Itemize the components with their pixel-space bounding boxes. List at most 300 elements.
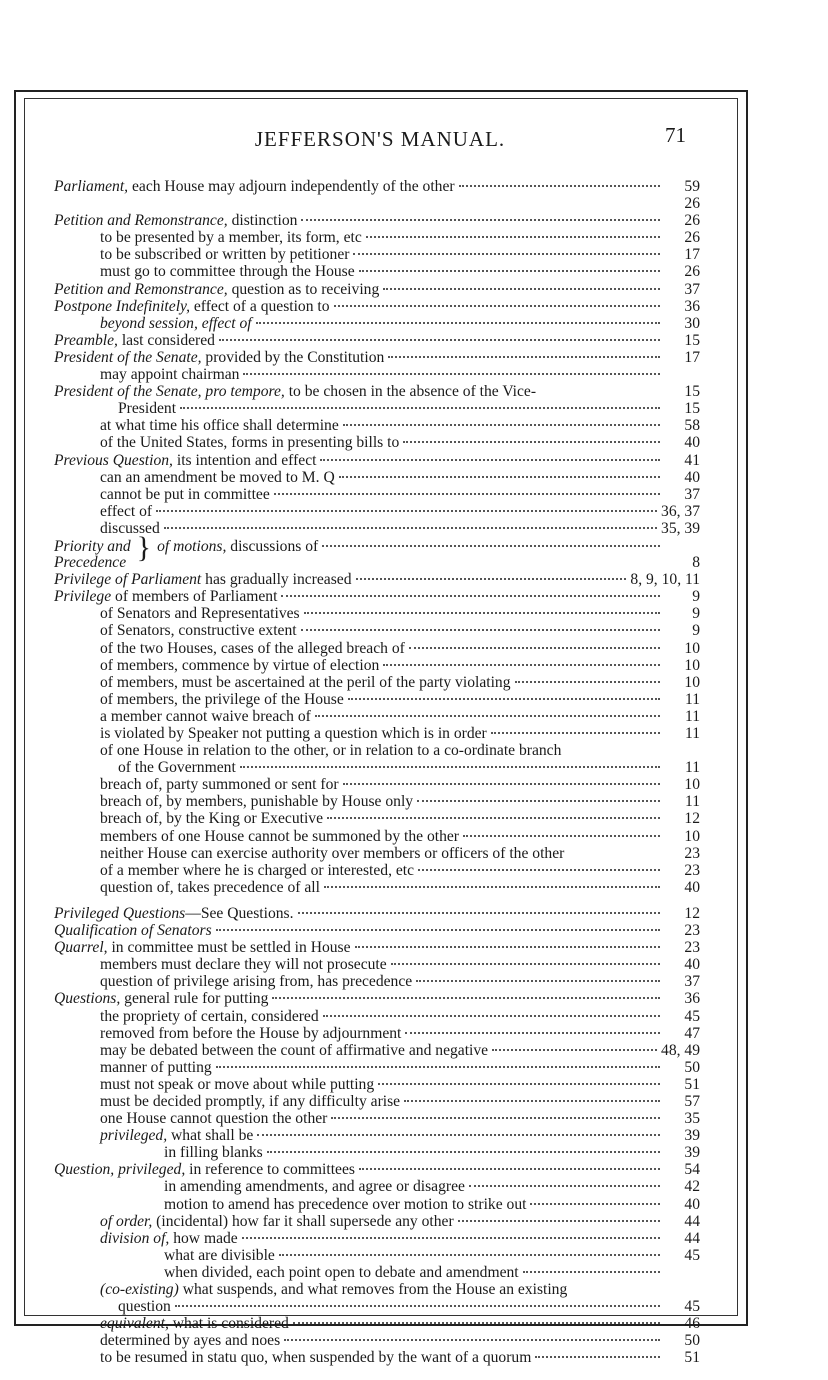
page-reference: 40 [684, 468, 700, 486]
entry-description: of members, must be ascertained at the peril of the party violating [100, 673, 511, 691]
dot-leader [530, 1203, 660, 1205]
entry-description: each House may adjourn independently of the other [128, 178, 455, 195]
index-entry [54, 776, 700, 793]
index-entry [54, 742, 700, 759]
dot-leader [359, 270, 660, 272]
page-reference: 44 [684, 1212, 700, 1230]
entry-text [100, 742, 561, 759]
page-reference: 26 [684, 212, 700, 230]
entry-description: of a member where he is charged or interested, etc [100, 861, 415, 879]
page-reference: 11 [684, 707, 700, 725]
index-entry [54, 605, 700, 622]
entry-description: of the two Houses, cases of the alleged breach of [100, 639, 405, 657]
index-entry [54, 1161, 700, 1178]
entry-description: to be resumed in statu quo, when suspended by the want of a quorum [100, 1349, 532, 1367]
entry-description: question [118, 1298, 171, 1316]
page-reference: 50 [684, 1058, 700, 1076]
page-reference: 50 [684, 1332, 700, 1350]
entry-text [54, 178, 455, 195]
entry-heading: Privilege [54, 588, 112, 606]
page-reference: 42 [684, 1178, 700, 1196]
entry-text [100, 1042, 488, 1059]
entry-text [54, 212, 297, 229]
entry-description: breach of, party summoned or sent for [100, 776, 339, 794]
index-entry [54, 879, 700, 896]
entry-text [100, 845, 564, 862]
index-entry [54, 956, 700, 973]
index-entry [54, 657, 700, 674]
index-entry [54, 349, 700, 366]
dot-leader [175, 1305, 660, 1307]
entry-text [54, 349, 384, 366]
page-reference: 26 [684, 229, 700, 247]
dot-leader [409, 647, 660, 649]
dot-leader [417, 800, 660, 802]
page-reference: 15 [684, 331, 700, 349]
entry-description: what is considered [168, 1315, 289, 1333]
entry-description: provided by the Constitution [201, 348, 385, 366]
dot-leader [284, 1339, 660, 1341]
dot-leader [293, 1322, 660, 1324]
page-reference: 36 [684, 297, 700, 315]
index-entry [54, 1042, 700, 1059]
dot-leader [256, 322, 660, 324]
entry-text [100, 229, 362, 246]
entry-text [54, 1161, 355, 1178]
page-reference: 26 [684, 195, 700, 213]
index-entry [54, 417, 700, 434]
entry-description: one House cannot question the other [100, 1110, 328, 1128]
index-entry [54, 486, 700, 503]
page-reference: 10 [684, 673, 700, 691]
entry-description: of Senators, constructive extent [100, 622, 297, 640]
entry-text [100, 691, 344, 708]
page-reference: 8, 9, 10, 11 [630, 571, 700, 589]
entry-text [100, 503, 152, 520]
entry-text [100, 828, 459, 845]
entry-text [164, 1196, 526, 1213]
brace-description: discussions of [226, 537, 319, 555]
entry-description: cannot be put in committee [100, 485, 270, 503]
page-reference: 11 [684, 725, 700, 742]
entry-description: what suspends, and what removes from the House an existing [178, 1281, 568, 1298]
dot-leader [405, 1032, 660, 1034]
entry-description: last considered [117, 331, 215, 349]
dot-leader [242, 1237, 660, 1239]
dot-leader [523, 1271, 660, 1273]
entry-heading: Question, privileged, [54, 1161, 186, 1179]
entry-description: of Senators and Representatives [100, 605, 300, 623]
page-reference: 23 [684, 939, 700, 957]
index-entry [54, 178, 700, 195]
page-reference: 41 [684, 451, 700, 469]
entry-description: determined by ayes and noes [100, 1332, 281, 1350]
dot-leader [366, 236, 660, 238]
entry-text [54, 554, 126, 571]
dot-leader [348, 698, 660, 700]
index-entry [54, 1059, 700, 1076]
index-entry [54, 263, 700, 280]
entry-text [100, 417, 339, 434]
entry-text [118, 1298, 171, 1315]
dot-leader [334, 305, 660, 307]
index-entry [54, 845, 700, 862]
entry-text [100, 725, 487, 742]
page-reference: 12 [684, 904, 700, 922]
dot-leader [279, 1254, 660, 1256]
page-reference: 23 [684, 844, 700, 862]
index-entry [54, 520, 700, 537]
entry-text [100, 486, 270, 503]
entry-heading: Petition and Remonstrance, [54, 212, 228, 230]
index-entry [54, 1230, 700, 1247]
entry-text [54, 922, 212, 939]
index-entry [54, 1332, 700, 1349]
page-reference: 23 [684, 922, 700, 940]
index-entry [54, 725, 700, 742]
page-reference: 44 [684, 1229, 700, 1247]
entry-heading: President of the Senate, pro tempore, [54, 383, 285, 401]
dot-leader [359, 1168, 660, 1170]
page-reference: 57 [684, 1092, 700, 1110]
entry-text [100, 640, 405, 657]
index-entry [54, 810, 700, 827]
entry-text [100, 1315, 289, 1332]
index-entry [54, 828, 700, 845]
index-entry [54, 922, 700, 939]
dot-leader [383, 664, 660, 666]
index-entry [54, 1298, 700, 1315]
index-entry [54, 452, 700, 469]
index-entry [54, 1144, 700, 1161]
index-entry [54, 434, 700, 451]
entry-description: question of privilege arising from, has precedence [100, 973, 413, 991]
index-entry [54, 1281, 700, 1298]
dot-leader [418, 869, 660, 871]
entry-description: of members of Parliament [111, 588, 278, 606]
entry-description: what are divisible [164, 1246, 275, 1264]
entry-description: question as to receiving [227, 280, 380, 298]
dot-leader [383, 288, 660, 290]
index-entry [54, 503, 700, 520]
entry-description: when divided, each point open to debate and amendment [164, 1263, 519, 1281]
page-reference: 40 [684, 434, 700, 452]
entry-text [164, 1178, 465, 1195]
index-entry [54, 281, 700, 298]
entry-text [100, 973, 412, 990]
index-entry [54, 571, 700, 588]
entry-heading: Petition and Remonstrance, [54, 280, 228, 298]
dot-leader [323, 1015, 660, 1017]
dot-leader [353, 253, 660, 255]
entry-heading: division of, [100, 1229, 170, 1247]
entry-text [100, 246, 349, 263]
dot-leader [404, 1100, 660, 1102]
brace-heading: of motions, [157, 537, 227, 555]
dot-leader [331, 1117, 660, 1119]
entry-description: must be decided promptly, if any difficulty arise [100, 1092, 401, 1110]
page-reference: 11 [684, 793, 700, 811]
entry-description: in reference to committees [185, 1161, 355, 1179]
entry-text [100, 1230, 238, 1247]
dot-leader [322, 545, 660, 547]
page-reference: 12 [684, 810, 700, 828]
page-number: 71 [665, 123, 686, 147]
entry-text [54, 588, 277, 605]
dot-leader [327, 817, 660, 819]
page-reference: 58 [684, 417, 700, 435]
entry-heading: Privileged Questions [54, 904, 186, 922]
entry-description: may be debated between the count of affirmative and negative [100, 1041, 489, 1059]
entry-heading: Previous Question, [54, 451, 173, 469]
dot-leader [388, 356, 660, 358]
page-reference: 9 [692, 605, 700, 623]
page-reference: 15 [684, 383, 700, 401]
index-entry [54, 1213, 700, 1230]
entry-description: its intention and effect [172, 451, 317, 469]
index-entry [54, 708, 700, 725]
entry-description: can an amendment be moved to M. Q [100, 468, 335, 486]
dot-leader [492, 1049, 657, 1051]
entry-description: must not speak or move about while putting [100, 1075, 375, 1093]
dot-leader [257, 1134, 660, 1136]
page-reference: 36, 37 [661, 502, 700, 520]
page-reference: 40 [684, 956, 700, 974]
entry-description: (incidental) how far it shall supersede any other [152, 1212, 454, 1230]
entry-description: is violated by Speaker not putting a question which is in order [100, 725, 487, 742]
entry-heading: Quarrel, [54, 939, 108, 957]
index-entry [54, 212, 700, 229]
page-reference: 37 [684, 280, 700, 298]
entry-text [164, 1144, 263, 1161]
dot-leader [469, 1185, 660, 1187]
index-entry [54, 896, 700, 905]
entry-description: breach of, by members, punishable by House only [100, 793, 414, 811]
index-entry [54, 195, 700, 212]
entry-text [100, 674, 511, 691]
entry-text [100, 956, 387, 973]
entry-text [100, 1281, 567, 1298]
dot-leader [281, 595, 660, 597]
entry-text [100, 810, 323, 827]
index-entry [54, 366, 700, 383]
page-reference: 45 [684, 1298, 700, 1316]
dot-leader [391, 963, 660, 965]
index-entry [54, 793, 700, 810]
index-entry [54, 973, 700, 990]
entry-heading: (co-existing) [100, 1281, 179, 1298]
entry-description: to be presented by a member, its form, etc [100, 229, 362, 247]
entry-description: removed from before the House by adjournment [100, 1024, 402, 1042]
index-entry [54, 1076, 700, 1093]
entry-text [54, 571, 352, 588]
dot-leader [219, 339, 660, 341]
entry-text [100, 1025, 401, 1042]
page-reference: 10 [684, 827, 700, 845]
index-entry [54, 1127, 700, 1144]
dot-leader [356, 578, 627, 580]
dot-leader [491, 732, 660, 734]
entry-heading: Precedence [54, 554, 127, 572]
entry-description: must go to committee through the House [100, 263, 355, 281]
page-reference: 15 [684, 400, 700, 418]
index-entry [54, 1349, 700, 1366]
dot-leader [216, 929, 660, 931]
entry-text [164, 1247, 275, 1264]
entry-heading: Preamble, [54, 331, 118, 349]
entry-text [100, 1110, 327, 1127]
dot-leader [463, 835, 660, 837]
entry-description: a member cannot waive breach of [100, 707, 311, 725]
entry-text [100, 366, 239, 383]
page-reference: 10 [684, 776, 700, 794]
entry-description: how made [169, 1229, 238, 1247]
dot-leader [304, 612, 660, 614]
page-header [24, 123, 736, 157]
dot-leader [164, 527, 657, 529]
entry-text [164, 1264, 519, 1281]
page-reference: 47 [684, 1024, 700, 1042]
entry-text [54, 905, 294, 922]
page-reference: 40 [684, 878, 700, 896]
entry-description: —See Questions. [185, 904, 294, 922]
entry-heading: President of the Senate, [54, 348, 202, 366]
dot-leader [403, 441, 660, 443]
entry-text [100, 708, 311, 725]
dot-leader [343, 424, 660, 426]
entry-heading: Parliament, [54, 178, 129, 195]
entry-description: effect of [100, 502, 153, 520]
entry-description: general rule for putting [120, 990, 269, 1008]
entry-text [100, 776, 339, 793]
dot-leader [355, 946, 660, 948]
entry-heading: Privilege of Parliament [54, 571, 202, 589]
index-entry [54, 674, 700, 691]
page-reference: 9 [692, 588, 700, 606]
entry-description: beyond session, effect of [100, 314, 252, 332]
entry-text [100, 1349, 531, 1366]
index-entries [54, 178, 700, 1366]
index-entry [54, 554, 700, 571]
dot-leader [243, 373, 660, 375]
entry-text [100, 1127, 253, 1144]
entry-description: motion to amend has precedence over motion to strike out [164, 1195, 527, 1213]
dot-leader [343, 783, 660, 785]
dot-leader [535, 1356, 660, 1358]
entry-text [100, 879, 320, 896]
index-entry [54, 383, 700, 400]
page-reference: 46 [684, 1315, 700, 1333]
entry-text [100, 1059, 212, 1076]
entry-text [54, 332, 215, 349]
index-entry [54, 905, 700, 922]
index-entry [54, 990, 700, 1007]
entry-description: neither House can exercise authority over members or officers of the other [100, 844, 565, 862]
index-entry [54, 298, 700, 315]
page-reference: 23 [684, 861, 700, 879]
entry-description: of members, the privilege of the House [100, 690, 344, 708]
index-entry [54, 759, 700, 776]
index-entry [54, 315, 700, 332]
entry-description: President [118, 400, 177, 418]
entry-heading: privileged, [100, 1127, 168, 1145]
page-reference: 45 [684, 1246, 700, 1264]
dot-leader [324, 886, 660, 888]
entry-text [54, 383, 536, 400]
page-reference: 30 [684, 314, 700, 332]
dot-leader [378, 1083, 660, 1085]
entry-heading: Qualification of Senators [54, 922, 212, 940]
index-entry [54, 1178, 700, 1195]
entry-text [54, 939, 351, 956]
index-entry [54, 229, 700, 246]
entry-description: may appoint chairman [100, 366, 240, 384]
dot-leader [320, 459, 660, 461]
entry-description: to be subscribed or written by petitioner [100, 246, 350, 264]
page-reference: 8 [692, 554, 700, 572]
page-reference: 39 [684, 1144, 700, 1162]
entry-text [100, 605, 300, 622]
page-reference: 35 [684, 1110, 700, 1128]
dot-leader [515, 681, 660, 683]
entry-description: breach of, by the King or Executive [100, 810, 323, 828]
entry-description: in committee must be settled in House [107, 939, 351, 957]
entry-description: distinction [227, 212, 298, 230]
entry-description: members of one House cannot be summoned by the other [100, 827, 459, 845]
index-entry [54, 1110, 700, 1127]
dot-leader [272, 997, 660, 999]
entry-description: at what time his office shall determine [100, 417, 339, 435]
page-reference: 11 [684, 690, 700, 708]
index-entry [54, 939, 700, 956]
page-reference: 11 [684, 759, 700, 777]
page-reference: 36 [684, 990, 700, 1008]
entry-description: of one House in relation to the other, or in relation to a co-ordinate branch [100, 742, 562, 760]
page-reference: 48, 49 [661, 1041, 700, 1059]
index-entry [54, 588, 700, 605]
entry-text [100, 1332, 280, 1349]
index-entry [54, 691, 700, 708]
page-reference: 54 [684, 1161, 700, 1179]
page-reference: 17 [684, 246, 700, 264]
dot-leader [458, 1220, 660, 1222]
entry-text [100, 1213, 454, 1230]
entry-description: members must declare they will not prosecute [100, 956, 387, 974]
page-reference: 37 [684, 973, 700, 991]
entry-description: effect of a question to [189, 297, 330, 315]
entry-description: of the Government [118, 759, 236, 777]
index-entry [54, 1264, 700, 1281]
page-reference: 17 [684, 348, 700, 366]
dot-leader [301, 629, 660, 631]
entry-heading: Questions, [54, 990, 121, 1008]
dot-leader [216, 1066, 660, 1068]
dot-leader [267, 1151, 660, 1153]
entry-description: to be chosen in the absence of the Vice- [284, 383, 537, 401]
index-entry [54, 1196, 700, 1213]
entry-text [100, 657, 379, 674]
page-reference: 26 [684, 263, 700, 281]
entry-text [118, 759, 236, 776]
dot-leader [339, 476, 660, 478]
entry-description: discussed [100, 519, 160, 537]
index-entry [54, 469, 700, 486]
page-reference: 59 [684, 178, 700, 195]
page-reference: 45 [684, 1007, 700, 1025]
dot-leader [416, 980, 660, 982]
entry-description: of the United States, forms in presenting bills to [100, 434, 400, 452]
entry-heading: of order, [100, 1212, 153, 1230]
